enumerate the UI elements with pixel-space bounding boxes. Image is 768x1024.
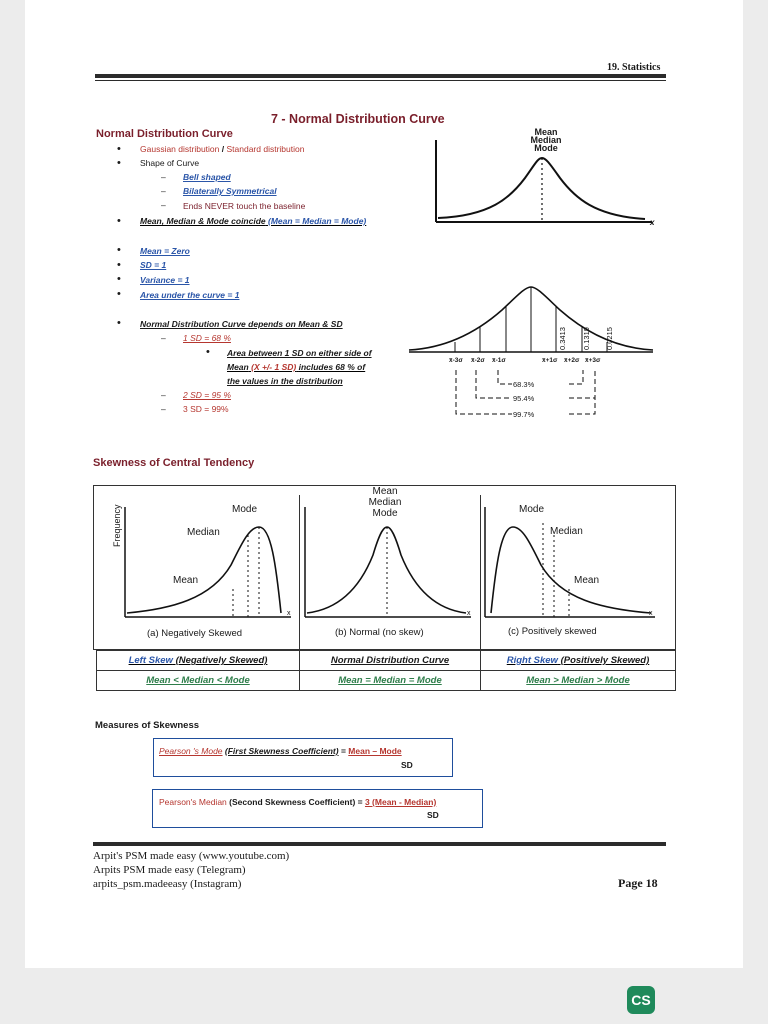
pearson-mode-denominator: SD	[401, 760, 413, 770]
curve1-label-mode: Mode	[534, 143, 558, 153]
curve2-area-3: 0.0215	[605, 327, 614, 350]
prop-variance: Variance = 1	[140, 275, 190, 285]
pearson-median-box	[152, 789, 483, 828]
pearson-mode-box	[153, 738, 453, 777]
svg-text:x: x	[467, 610, 471, 617]
table-cell-norm-relation: Mean = Median = Mode	[299, 670, 481, 691]
tick-m3: x̄-3σ	[449, 357, 463, 364]
norm-mean: Mean	[372, 486, 398, 497]
pearson-median-denominator: SD	[427, 810, 439, 820]
sd-1: 1 SD = 68 %	[183, 333, 231, 343]
sd-3: 3 SD = 99%	[183, 404, 229, 414]
frequency-label: Frequency	[112, 504, 122, 547]
prop-mean: Mean = Zero	[140, 246, 190, 256]
pos-median: Median	[550, 526, 583, 537]
table-cell-right-skew: Right Skew (Positively Skewed)	[480, 650, 676, 671]
ndc-item-coincide: Mean, Median & Mode coincide (Mean = Median = Mode)	[140, 216, 367, 226]
normal-chart	[301, 505, 477, 621]
footer-rule	[93, 842, 666, 846]
page-number: Page 18	[618, 876, 658, 890]
footer-youtube: Arpit's PSM made easy (www.youtube.com)	[93, 850, 290, 862]
measures-heading: Measures of Skewness	[95, 720, 200, 731]
pct-99: 99.7%	[513, 410, 535, 419]
pct-95: 95.4%	[513, 394, 535, 403]
negative-skew-chart	[121, 505, 297, 621]
skew-heading: Skewness of Central Tendency	[93, 457, 255, 469]
camscanner-logo-icon: CS	[627, 986, 655, 1014]
neg-mode: Mode	[232, 504, 258, 515]
shape-bell: Bell shaped	[183, 172, 231, 182]
ndc-item-synonyms: Gaussian distribution / Standard distribution	[140, 144, 305, 154]
area-line-3: the values in the distribution	[227, 376, 343, 386]
shape-ends: Ends NEVER touch the baseline	[183, 201, 306, 211]
ndc-heading: Normal Distribution Curve	[96, 128, 233, 140]
area-line-1: Area between 1 SD on either side of	[227, 348, 372, 358]
bell-curve-figure	[430, 138, 660, 230]
norm-caption: (b) Normal (no skew)	[335, 627, 424, 638]
area-line-2: Mean (X +/- 1 SD) includes 68 % of	[227, 362, 366, 372]
pearson-median-formula: Pearson's Median (Second Skewness Coefficient) = 3 (Mean - Median)	[159, 797, 437, 807]
chapter-label: 19. Statistics	[607, 62, 661, 73]
prop-area: Area under the curve = 1	[140, 290, 240, 300]
pos-mean: Mean	[574, 575, 600, 586]
tick-p2: x̄+2σ	[564, 357, 580, 364]
curve1-label-mean: Mean	[534, 127, 558, 137]
curve1-label-median: Median	[530, 135, 562, 145]
footer-telegram: Arpits PSM made easy (Telegram)	[93, 864, 246, 876]
curve1-x-label: x	[650, 218, 655, 227]
header-rule-thin	[95, 80, 666, 81]
tick-p1: x̄+1σ	[542, 357, 558, 364]
curve2-area-2: 0.1319	[582, 327, 591, 350]
pearson-mode-formula: Pearson 's Mode (First Skewness Coefficient) = Mean – Mode	[159, 746, 402, 756]
svg-text:x: x	[649, 610, 653, 617]
tick-m2: x̄-2σ	[471, 357, 485, 364]
tick-p3: x̄+3σ	[585, 357, 601, 364]
section-title: 7 - Normal Distribution Curve	[271, 112, 445, 126]
table-cell-normal: Normal Distribution Curve	[299, 650, 481, 671]
pos-mode: Mode	[519, 504, 545, 515]
table-cell-pos-relation: Mean > Median > Mode	[480, 670, 676, 691]
svg-text:x: x	[287, 610, 291, 617]
prop-sd: SD = 1	[140, 260, 167, 270]
table-cell-left-skew: Left Skew (Negatively Skewed)	[96, 650, 300, 671]
norm-mode: Mode	[372, 508, 398, 519]
neg-mean: Mean	[173, 575, 199, 586]
neg-median: Median	[187, 527, 220, 538]
ndc-item-shape: Shape of Curve	[140, 158, 200, 168]
curve2-area-1: 0.3413	[558, 327, 567, 350]
header-rule	[95, 74, 666, 78]
document-page: 19. Statistics 7 - Normal Distribution Curve Normal Distribution Curve • Gaussian distribution / Standard distribution • Shape of Curve – Bell shaped – Bilaterally Symmetrical – Ends NEVER touch the baseline • Mean, Median & Mode coincide (Mean = Median = Mode) • Mean = Zero • SD = 1 • Variance = 1 • Area under the curve = 1 • Normal Distribution Curve depends on Mean & SD – 1 SD = 68 % • Area between 1 SD on either side of Mean (X +/- 1 SD) includes 68 % of the values in the distribution – 2 SD = 95 % – 3 SD = 99% Mean Median Mode x 0.3413 0.1319 0.0215 x̄-3σ x̄-2σ x̄-1σ x̄+1σ x̄+2σ x̄+3σ 68.3% 95.4% 99.7% Skewness of Central Tendency x Frequency Mode Median Mean (a) Negatively Skewed Mean Median Mode x (b) Normal (no skew) x Mode Median Mean (c) Positively skewed Left Skew (Negatively Skewed) Normal Distribution Curve Right Skew (Positively Skewed) Mean < Median < Mode Mean = Median = Mode Mean > Median > Mode Measures of Skewness Pearson 's Mode (First Skewness Coefficient) = Mean – Mode SD Pearson's Median (Second Skewness Coefficient) = 3 (Mean - Median) SD Arpit's PSM made easy (www.youtube.com) Arpits PSM made easy (Telegram) arpits_psm.madeeasy (Instagram) Page 18	[25, 0, 743, 968]
area-curve-figure	[407, 270, 657, 360]
shape-symmetrical: Bilaterally Symmetrical	[183, 186, 277, 196]
neg-caption: (a) Negatively Skewed	[147, 628, 243, 639]
pos-caption: (c) Positively skewed	[508, 626, 597, 637]
sd-2: 2 SD = 95 %	[183, 390, 231, 400]
pct-68: 68.3%	[513, 380, 535, 389]
footer-instagram: arpits_psm.madeeasy (Instagram)	[93, 878, 242, 890]
ndc-depends: Normal Distribution Curve depends on Mean & SD	[140, 319, 343, 329]
positive-skew-chart	[481, 505, 661, 621]
norm-median: Median	[368, 497, 402, 508]
table-cell-neg-relation: Mean < Median < Mode	[96, 670, 300, 691]
tick-m1: x̄-1σ	[492, 357, 506, 364]
